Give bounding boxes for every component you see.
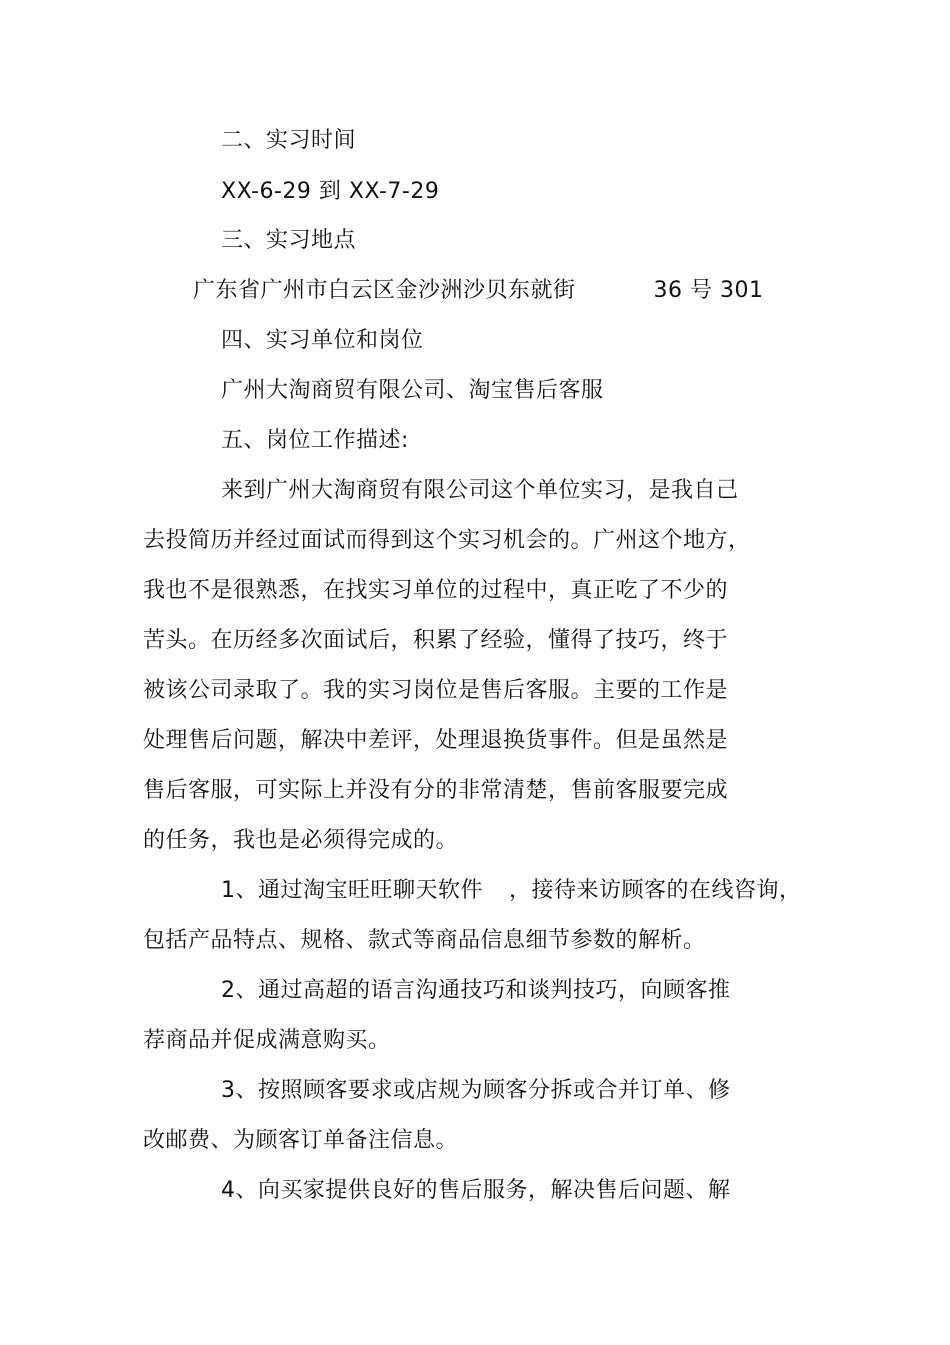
paragraph-line: 去投简历并经过面试而得到这个实习机会的。广州这个地方，: [143, 528, 751, 553]
paragraph-line: 售后客服，可实际上并没有分的非常清楚，售前客服要完成: [143, 778, 729, 803]
paragraph-line: 来到广州大淘商贸有限公司这个单位实习，是我自己: [221, 478, 739, 503]
paragraph-line: 的任务，我也是必须得完成的。: [143, 828, 459, 853]
company-position-value: 广州大淘商贸有限公司、淘宝售后客服: [221, 378, 604, 403]
internship-address-street: 广东省广州市白云区金沙洲沙贝东就街: [193, 278, 576, 303]
list-item-1-part-2: ，接待来访顾客的在线咨询，: [509, 878, 802, 903]
internship-address-line: [193, 276, 764, 306]
list-item-1-line-2: 包括产品特点、规格、款式等商品信息细节参数的解析。: [143, 928, 706, 953]
list-item-3-line-2: 改邮费、为顾客订单备注信息。: [143, 1128, 459, 1153]
list-item-1-part-1: 1、通过淘宝旺旺聊天软件: [221, 878, 483, 903]
section-heading-internship-location: 三、实习地点: [221, 228, 357, 253]
section-heading-internship-time: 二、实习时间: [221, 128, 357, 153]
list-item-3-line-1: 3、按照顾客要求或店规为顾客分拆或合并订单、修: [221, 1078, 731, 1103]
list-item-2-line-1: 2、通过高超的语言沟通技巧和谈判技巧，向顾客推: [221, 978, 731, 1003]
paragraph-line: 我也不是很熟悉，在找实习单位的过程中，真正吃了不少的: [143, 578, 729, 603]
paragraph-line: 处理售后问题，解决中差评，处理退换货事件。但是虽然是: [143, 728, 729, 753]
paragraph-line: 苦头。在历经多次面试后，积累了经验，懂得了技巧，终于: [143, 628, 729, 653]
list-item-1-line-1: [221, 876, 802, 906]
section-heading-job-description: 五、岗位工作描述:: [221, 428, 409, 453]
list-item-4-line-1: 4、向买家提供良好的售后服务，解决售后问题、解: [221, 1178, 731, 1203]
paragraph-line: 被该公司录取了。我的实习岗位是售后客服。主要的工作是: [143, 678, 729, 703]
list-item-2-line-2: 荐商品并促成满意购买。: [143, 1028, 391, 1053]
internship-address-number: 36 号 301: [653, 278, 764, 303]
internship-time-value: XX-6-29 到 XX-7-29: [221, 179, 440, 204]
section-heading-company-position: 四、实习单位和岗位: [221, 328, 424, 353]
